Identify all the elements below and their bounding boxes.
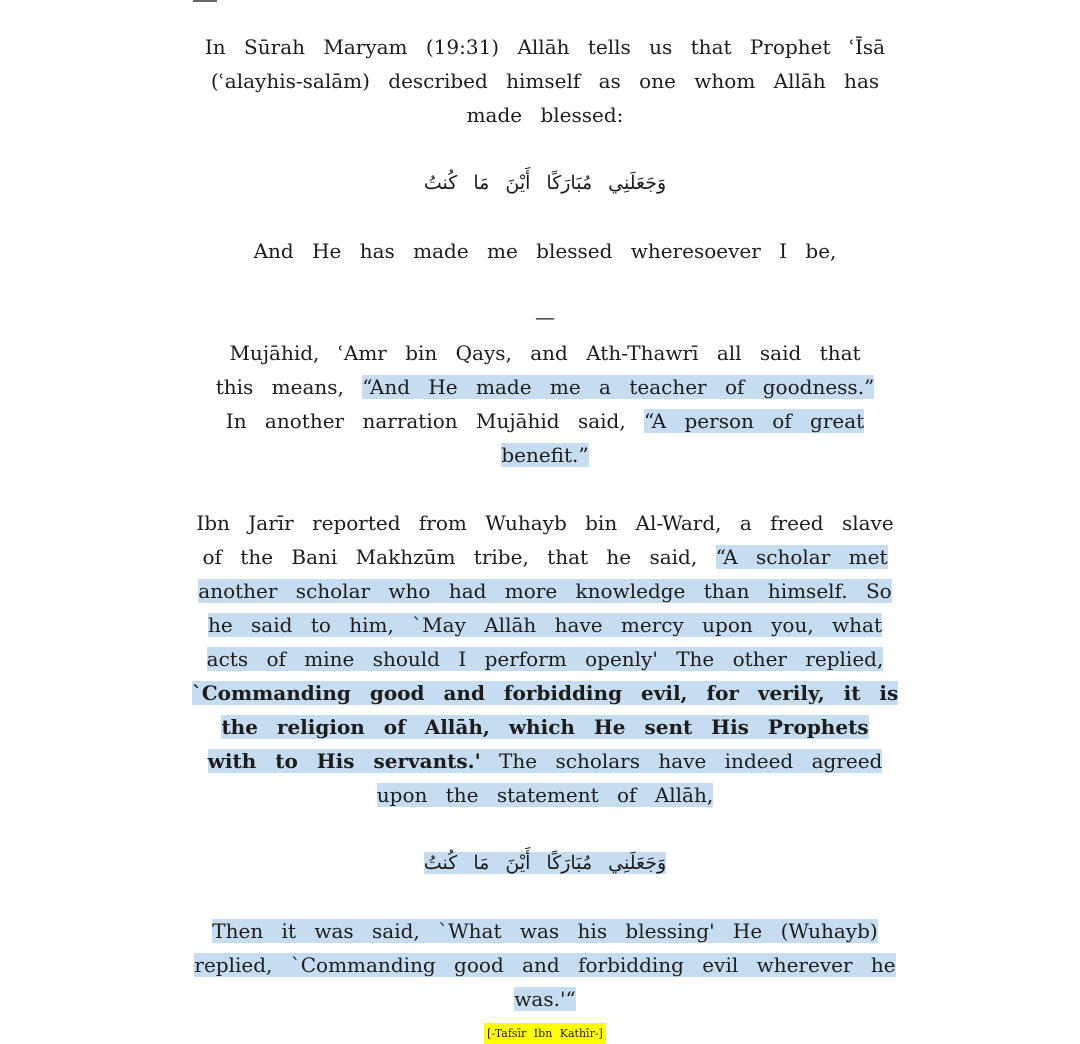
ibn-jarir-paragraph: [190, 506, 900, 812]
citation-line: [190, 1018, 900, 1042]
verse-translation-text: And He has made me blessed wheresoever I be,: [253, 239, 837, 263]
citation-label: [-Tafsīr Ibn Kathīr-]: [484, 1023, 606, 1044]
arabic-verse-2: [190, 846, 900, 880]
mujahid-paragraph: [190, 336, 900, 472]
intro-paragraph: [190, 30, 900, 132]
arabic-verse-1-text: وَجَعَلَنِي مُبَارَكًا أَيْنَ مَا كُنتُ: [423, 172, 667, 194]
ibn-jarir-intro-text: Ibn Jarīr reported from Wuhayb bin Al-Ward, a freed slave of the Bani Makhzūm tribe, that he said,: [196, 511, 894, 569]
great-benefit-quote: “A person of great benefit.”: [501, 409, 865, 467]
top-edge-mark: [193, 0, 217, 2]
blessing-paragraph: [190, 914, 900, 1016]
arabic-verse-1: [190, 166, 900, 200]
scholars-agreed-text: The scholars have indeed agreed upon the statement of Allāh,: [376, 749, 883, 807]
document-page: [190, 30, 900, 1042]
verse-translation: [190, 234, 900, 268]
intro-text: In Sūrah Maryam (19:31) Allāh tells us that Prophet ʿĪsā (ʿalayhis-salām) described himself as one whom Allāh has made blessed:: [204, 35, 886, 127]
scholar-quote: “A scholar met another scholar who had more knowledge than himself. So he said to him, `May Allāh have mercy upon you, what acts of mine should I perform openly' The other replied,: [198, 545, 892, 671]
teacher-of-goodness-quote: “And He made me a teacher of goodness.”: [362, 375, 875, 399]
commanding-good-quote: `Commanding good and forbidding evil, for verily, it is the religion of Allāh, which He sent His Prophets with to His servants.': [191, 681, 899, 773]
section-separator: [190, 300, 900, 334]
arabic-verse-2-text: وَجَعَلَنِي مُبَارَكًا أَيْنَ مَا كُنتُ: [423, 852, 667, 874]
separator-dash: —: [535, 305, 555, 329]
mujahid-intro-text: Mujāhid, ʿAmr bin Qays, and Ath-Thawrī all said that this means,: [215, 341, 861, 399]
blessing-text: Then it was said, `What was his blessing' He (Wuhayb) replied, `Commanding good and forbidding evil wherever he was.'“: [194, 919, 896, 1011]
another-narration-text: In another narration Mujāhid said,: [225, 409, 645, 433]
